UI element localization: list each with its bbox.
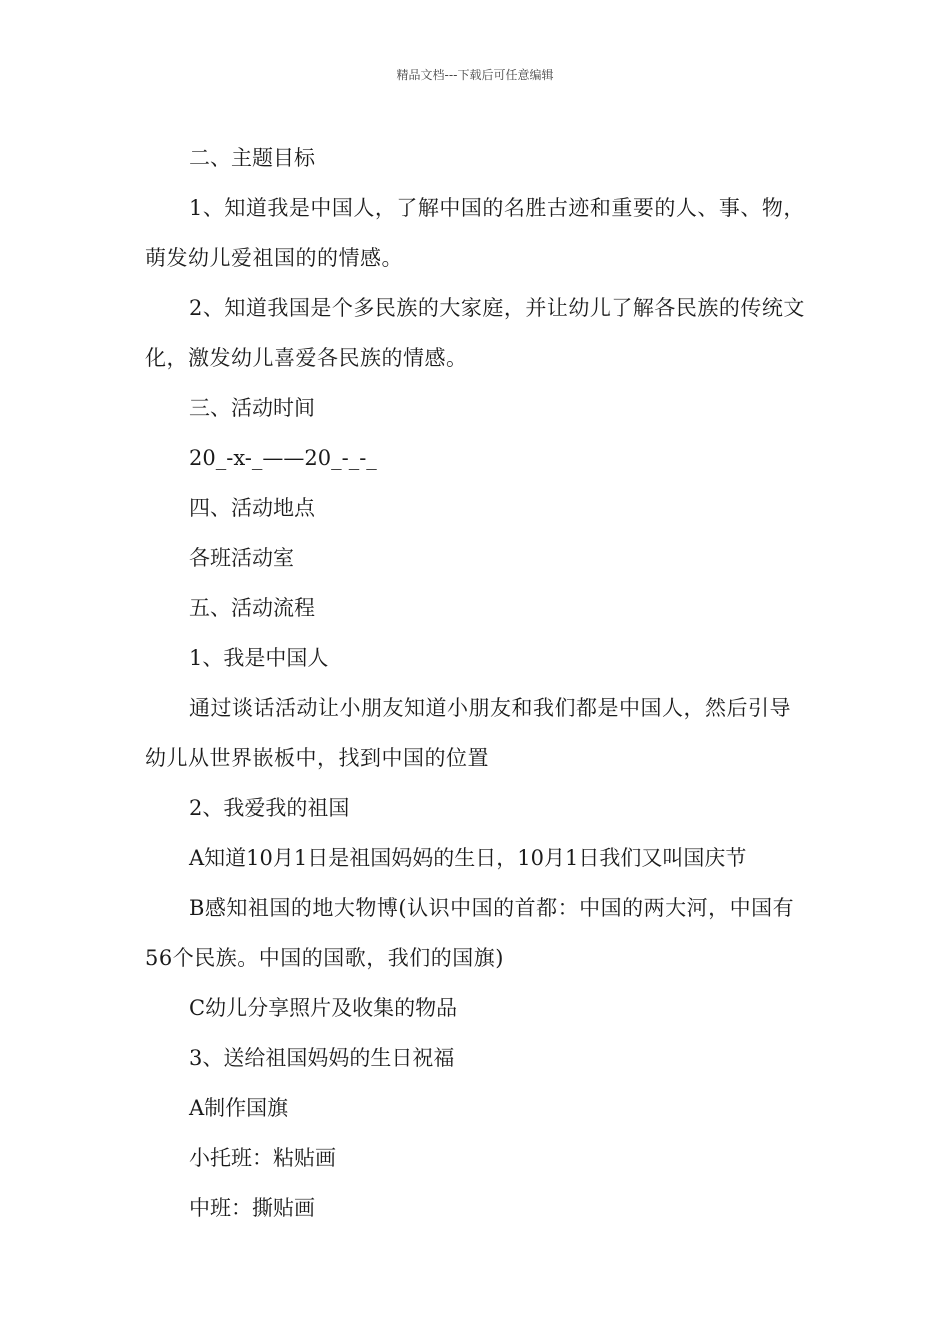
goal-item-2: 2、知道我国是个多民族的大家庭，并让幼儿了解各民族的传统文化，激发幼儿喜爱各民族的情感。 (145, 296, 805, 370)
process-step-1-title: 1、我是中国人 (189, 646, 329, 670)
process-step-2-item-b: B感知祖国的地大物博(认识中国的首都：中国的两大河，中国有56个民族。中国的国歌，我们的国旗) (145, 896, 795, 970)
class-middle: 中班：撕贴画 (189, 1196, 315, 1220)
process-step-3-item-a: A制作国旗 (189, 1096, 289, 1120)
process-step-2-title: 2、我爱我的祖国 (189, 796, 350, 820)
process-step-3-title: 3、送给祖国妈妈的生日祝福 (189, 1046, 455, 1070)
class-toddler: 小托班：粘贴画 (189, 1146, 336, 1170)
section-heading-process: 五、活动流程 (189, 596, 315, 620)
section-heading-time: 三、活动时间 (189, 396, 315, 420)
process-step-2-item-c: C幼儿分享照片及收集的物品 (189, 996, 458, 1020)
section-heading-location: 四、活动地点 (189, 496, 315, 520)
section-heading-goals: 二、主题目标 (189, 146, 315, 170)
activity-time: 20_-x-_——20_-_-_ (189, 446, 377, 470)
activity-location: 各班活动室 (189, 546, 294, 570)
page-header: 精品文档---下载后可任意编辑 (396, 68, 554, 82)
process-step-2-item-a: A知道10月1日是祖国妈妈的生日，10月1日我们又叫国庆节 (189, 846, 747, 870)
process-step-1-detail: 通过谈话活动让小朋友知道小朋友和我们都是中国人，然后引导幼儿从世界嵌板中，找到中国的位置 (145, 696, 791, 770)
goal-item-1: 1、知道我是中国人，了解中国的名胜古迹和重要的人、事、物，萌发幼儿爱祖国的的情感。 (145, 196, 805, 270)
document-body (145, 133, 810, 1233)
